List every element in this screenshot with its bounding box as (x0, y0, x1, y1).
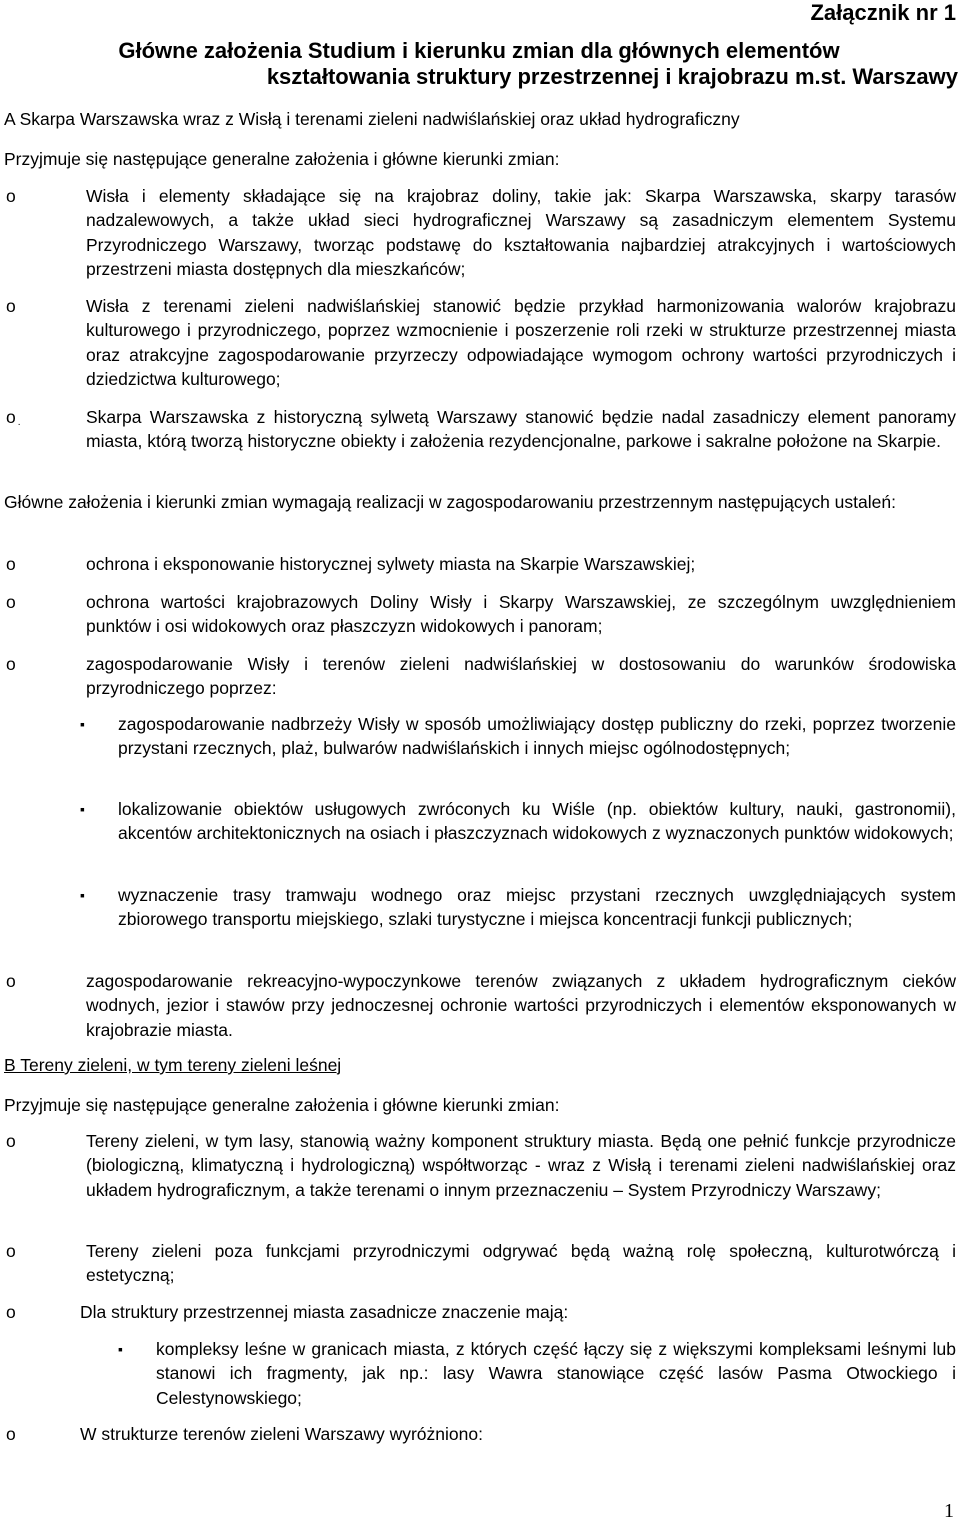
sub-list-item-text: lokalizowanie obiektów usługowych zwróconych ku Wiśle (np. obiektów kultury, nauki, gastronomii), akcentów architektonicznych na osiach i płaszczyznach widokowych z wyznaczonych punktów widokowych; (118, 799, 956, 844)
square-bullet-icon: ▪ (118, 1341, 123, 1357)
circle-bullet-icon: o (6, 971, 16, 991)
square-bullet-icon: ▪ (80, 887, 85, 903)
section-b-intro: Przyjmuje się następujące generalne założenia i główne kierunki zmian: (4, 1095, 560, 1115)
page-number: 1 (944, 1500, 954, 1522)
list-item-text: Tereny zieleni, w tym lasy, stanowią ważny komponent struktury miasta. Będą one pełnić funkcje przyrodnicze (biologiczną, klimatyczną i hydrologiczną) współtworząc - wraz z Wisłą i terenami zieleni nadwiślańskiej oraz układem hydrograficznym, a także terenami o innym przeznaczeniu – System Przyrodniczy Warszawy; (86, 1131, 956, 1200)
circle-bullet-icon: o (6, 554, 16, 574)
square-bullet-icon: ▪ (80, 716, 85, 732)
document-title (0, 38, 958, 90)
list-item-text: Wisła z terenami zieleni nadwiślańskiej stanowić będzie przykład harmonizowania walorów krajobrazu kulturowego i przyrodniczego, poprzez wzmocnienie i poszerzenie roli rzeki w strukturze przestrzennej miasta oraz atrakcyjne zagospodarowanie przyrzeczy odpowiadające wymogom ochrony wartości przyrodniczych i dziedzictwa kulturowego; (86, 296, 956, 390)
sub-list-item-text: wyznaczenie trasy tramwaju wodnego oraz miejsc przystani rzecznych uwzględniających system zbiorowego transportu miejskiego, szlaki turystyczne i miejsca koncentracji funkcji publicznych; (118, 885, 956, 930)
list-item-text: ochrona wartości krajobrazowych Doliny Wisły i Skarpy Warszawskiej, ze szczególnym uwzględnieniem punktów i osi widokowych oraz płaszczyzn widokowych i panoram; (86, 592, 956, 637)
circle-bullet-icon: o (6, 186, 16, 206)
title-line-1: Główne założenia Studium i kierunku zmian dla głównych elementów (118, 38, 840, 63)
list-item-text: Tereny zieleni poza funkcjami przyrodniczymi odgrywać będą ważną rolę społeczną, kulturotwórczą i estetyczną; (86, 1241, 956, 1286)
section-a-heading: A Skarpa Warszawska wraz z Wisłą i terenami zieleni nadwiślańskiej oraz układ hydrograficzny (4, 109, 740, 129)
list-item-text: W strukturze terenów zieleni Warszawy wyróżniono: (80, 1424, 483, 1444)
title-line-2: kształtowania struktury przestrzennej i krajobrazu m.st. Warszawy (266, 64, 958, 89)
list-item-text: Wisła i elementy składające się na krajobraz doliny, takie jak: Skarpa Warszawska, skarpy tarasów nadzalewowych, a także układ sieci hydrograficznej Warszawy są zasadniczym elementem Systemu Przyrodniczego Warszawy, tworząc podstawę do kształtowania najbardziej atrakcyjnych i wartościowych przestrzeni miasta dostępnych dla mieszkańców; (86, 186, 956, 280)
circle-bullet-icon: o (6, 1131, 16, 1151)
list-item-text: ochrona i eksponowanie historycznej sylwety miasta na Skarpie Warszawskiej; (86, 554, 696, 574)
circle-bullet-icon: o (6, 296, 16, 316)
annex-label: Załącznik nr 1 (810, 0, 956, 25)
list-item-text: Dla struktury przestrzennej miasta zasadnicze znaczenie mają: (80, 1302, 569, 1322)
circle-bullet-icon: o . (6, 407, 21, 428)
list-item-text: zagospodarowanie Wisły i terenów zieleni nadwiślańskiej w dostosowaniu do warunków środowiska przyrodniczego poprzez: (86, 654, 956, 699)
square-bullet-icon: ▪ (80, 801, 85, 817)
circle-bullet-icon: o (6, 1241, 16, 1261)
realization-intro: Główne założenia i kierunki zmian wymagają realizacji w zagospodarowaniu przestrzennym następujących ustaleń: (4, 492, 896, 512)
circle-bullet-icon: o (6, 1302, 16, 1322)
circle-bullet-icon: o (6, 592, 16, 612)
circle-bullet-icon: o (6, 1424, 16, 1444)
sub-list-item-text: kompleksy leśne w granicach miasta, z których część łączy się z większymi kompleksami leśnymi lub stanowi ich fragmenty, jak np.: lasy Wawra stanowiące część lasów Pasma Otwockiego i Celestynowskiego; (156, 1339, 956, 1408)
sub-list-item-text: zagospodarowanie nadbrzeży Wisły w sposób umożliwiający dostęp publiczny do rzeki, poprzez tworzenie przystani rzecznych, plaż, bulwarów nadwiślańskich i innych miejsc ogólnodostępnych; (118, 714, 956, 759)
section-a-intro: Przyjmuje się następujące generalne założenia i główne kierunki zmian: (4, 149, 560, 169)
list-item-text: zagospodarowanie rekreacyjno-wypoczynkowe terenów związanych z układem hydrograficznym cieków wodnych, jezior i stawów przy jednoczesnej ochronie wartości przyrodniczych i elementów eksponowanych w krajobrazie miasta. (86, 971, 956, 1040)
list-item-text: Skarpa Warszawska z historyczną sylwetą Warszawy stanowić będzie nadal zasadniczy element panoramy miasta, którą tworzą historyczne obiekty i założenia rezydencjonalne, parkowe i sakralne położone na Skarpie. (86, 407, 956, 452)
section-b-heading: B Tereny zieleni, w tym tereny zieleni leśnej (4, 1055, 342, 1075)
circle-bullet-icon: o (6, 654, 16, 674)
